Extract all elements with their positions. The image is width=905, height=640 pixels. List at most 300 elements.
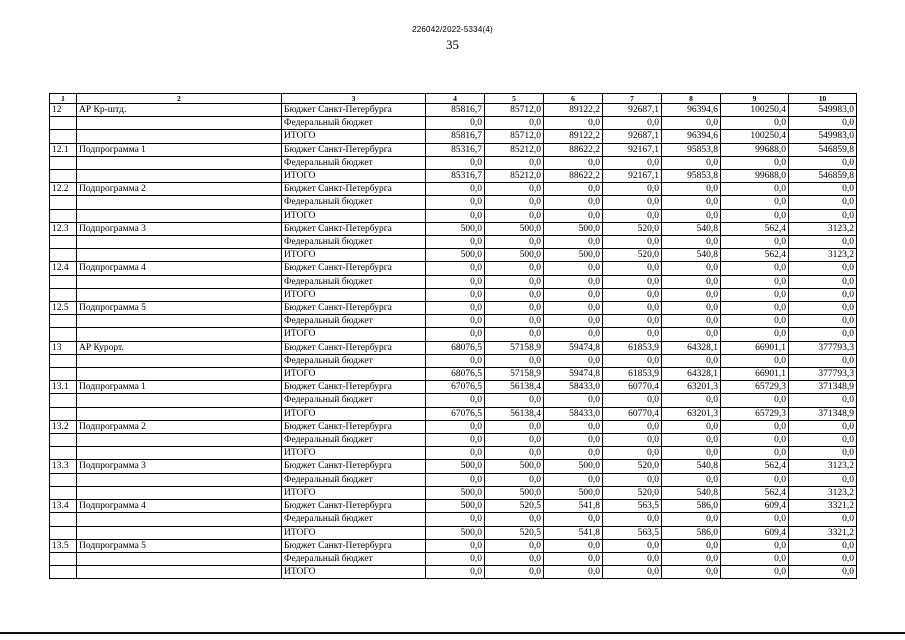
row-code [50, 196, 77, 209]
table-row [50, 222, 857, 235]
row-code [50, 434, 77, 447]
value-cell: 0,0 [426, 354, 485, 367]
value-cell: 520,0 [603, 222, 662, 235]
value-cell: 0,0 [426, 473, 485, 486]
value-cell: 609,4 [721, 500, 789, 513]
table-row [50, 209, 857, 222]
value-cell: 0,0 [426, 447, 485, 460]
value-cell: 0,0 [485, 566, 544, 579]
row-name [77, 130, 282, 143]
table-row [50, 513, 857, 526]
value-cell: 67076,5 [426, 407, 485, 420]
funding-source: Федеральный бюджет [282, 354, 426, 367]
row-code [50, 156, 77, 169]
row-code [50, 566, 77, 579]
value-cell: 64328,1 [662, 368, 721, 381]
table-row [50, 566, 857, 579]
column-header: 9 [721, 94, 789, 104]
value-cell: 0,0 [721, 473, 789, 486]
value-cell: 0,0 [789, 262, 857, 275]
value-cell: 500,0 [426, 460, 485, 473]
value-cell: 59474,8 [544, 368, 603, 381]
value-cell: 0,0 [485, 262, 544, 275]
value-cell: 0,0 [544, 354, 603, 367]
value-cell: 0,0 [544, 473, 603, 486]
value-cell: 0,0 [485, 434, 544, 447]
row-code: 13.3 [50, 460, 77, 473]
column-header: 3 [282, 94, 426, 104]
value-cell: 586,0 [662, 526, 721, 539]
value-cell: 100250,4 [721, 130, 789, 143]
value-cell: 85816,7 [426, 130, 485, 143]
table-row [50, 434, 857, 447]
value-cell: 0,0 [721, 209, 789, 222]
value-cell: 0,0 [721, 288, 789, 301]
value-cell: 68076,5 [426, 341, 485, 354]
row-code [50, 170, 77, 183]
funding-source: Федеральный бюджет [282, 552, 426, 565]
value-cell: 0,0 [721, 394, 789, 407]
row-name: АР Кр-штд. [77, 104, 282, 117]
funding-source: ИТОГО [282, 447, 426, 460]
row-name: Подпрограмма 1 [77, 381, 282, 394]
value-cell: 0,0 [603, 354, 662, 367]
value-cell: 0,0 [721, 183, 789, 196]
row-name [77, 486, 282, 499]
column-header: 10 [789, 94, 857, 104]
value-cell: 520,0 [603, 249, 662, 262]
row-code [50, 275, 77, 288]
row-code [50, 130, 77, 143]
value-cell: 0,0 [426, 539, 485, 552]
value-cell: 92167,1 [603, 143, 662, 156]
value-cell: 500,0 [485, 486, 544, 499]
value-cell: 0,0 [789, 447, 857, 460]
value-cell: 371348,9 [789, 381, 857, 394]
value-cell: 56138,4 [485, 381, 544, 394]
value-cell: 0,0 [485, 354, 544, 367]
table-row [50, 447, 857, 460]
value-cell: 546859,8 [789, 170, 857, 183]
value-cell: 56138,4 [485, 407, 544, 420]
value-cell: 540,8 [662, 460, 721, 473]
value-cell: 0,0 [544, 236, 603, 249]
value-cell: 0,0 [544, 262, 603, 275]
value-cell: 0,0 [544, 552, 603, 565]
value-cell: 85816,7 [426, 104, 485, 117]
table-body [50, 94, 857, 579]
funding-source: Федеральный бюджет [282, 315, 426, 328]
table-row [50, 473, 857, 486]
value-cell: 546859,8 [789, 143, 857, 156]
table-row [50, 539, 857, 552]
value-cell: 0,0 [426, 117, 485, 130]
row-name [77, 249, 282, 262]
value-cell: 0,0 [544, 196, 603, 209]
value-cell: 0,0 [544, 288, 603, 301]
value-cell: 0,0 [603, 566, 662, 579]
value-cell: 0,0 [789, 473, 857, 486]
value-cell: 0,0 [544, 513, 603, 526]
table-row [50, 381, 857, 394]
value-cell: 68076,5 [426, 368, 485, 381]
value-cell: 0,0 [721, 552, 789, 565]
value-cell: 58433,0 [544, 407, 603, 420]
table-row [50, 156, 857, 169]
value-cell: 0,0 [603, 117, 662, 130]
value-cell: 0,0 [662, 447, 721, 460]
funding-source: Федеральный бюджет [282, 236, 426, 249]
value-cell: 0,0 [789, 394, 857, 407]
value-cell: 0,0 [603, 447, 662, 460]
value-cell: 0,0 [544, 539, 603, 552]
value-cell: 0,0 [603, 183, 662, 196]
value-cell: 520,5 [485, 526, 544, 539]
value-cell: 0,0 [426, 183, 485, 196]
value-cell: 0,0 [603, 315, 662, 328]
row-name [77, 394, 282, 407]
value-cell: 0,0 [544, 156, 603, 169]
value-cell: 85212,0 [485, 170, 544, 183]
value-cell: 0,0 [544, 328, 603, 341]
value-cell: 0,0 [544, 275, 603, 288]
table-row [50, 368, 857, 381]
row-name [77, 288, 282, 301]
value-cell: 0,0 [485, 447, 544, 460]
funding-source: Федеральный бюджет [282, 394, 426, 407]
value-cell: 500,0 [485, 222, 544, 235]
value-cell: 0,0 [603, 275, 662, 288]
value-cell: 99688,0 [721, 170, 789, 183]
value-cell: 0,0 [603, 236, 662, 249]
value-cell: 0,0 [721, 539, 789, 552]
value-cell: 3123,2 [789, 222, 857, 235]
row-name [77, 407, 282, 420]
table-row [50, 526, 857, 539]
value-cell: 0,0 [662, 196, 721, 209]
value-cell: 3321,2 [789, 500, 857, 513]
value-cell: 0,0 [662, 117, 721, 130]
row-code [50, 486, 77, 499]
row-name: Подпрограмма 4 [77, 262, 282, 275]
value-cell: 0,0 [603, 552, 662, 565]
value-cell: 0,0 [721, 315, 789, 328]
value-cell: 89122,2 [544, 130, 603, 143]
value-cell: 66901,1 [721, 341, 789, 354]
value-cell: 0,0 [789, 183, 857, 196]
table-row [50, 275, 857, 288]
value-cell: 0,0 [485, 196, 544, 209]
row-code [50, 447, 77, 460]
value-cell: 500,0 [426, 486, 485, 499]
value-cell: 371348,9 [789, 407, 857, 420]
value-cell: 0,0 [603, 539, 662, 552]
value-cell: 500,0 [485, 249, 544, 262]
row-code [50, 407, 77, 420]
value-cell: 520,0 [603, 486, 662, 499]
header-row [50, 94, 857, 104]
funding-source: ИТОГО [282, 130, 426, 143]
value-cell: 0,0 [485, 552, 544, 565]
value-cell: 64328,1 [662, 341, 721, 354]
funding-source: Бюджет Санкт-Петербурга [282, 302, 426, 315]
value-cell: 3123,2 [789, 486, 857, 499]
value-cell: 95853,8 [662, 143, 721, 156]
value-cell: 0,0 [426, 236, 485, 249]
value-cell: 0,0 [426, 209, 485, 222]
value-cell: 0,0 [721, 513, 789, 526]
value-cell: 0,0 [721, 420, 789, 433]
value-cell: 0,0 [662, 354, 721, 367]
value-cell: 63201,3 [662, 407, 721, 420]
funding-source: ИТОГО [282, 170, 426, 183]
value-cell: 0,0 [426, 315, 485, 328]
row-code [50, 236, 77, 249]
value-cell: 96394,6 [662, 130, 721, 143]
value-cell: 500,0 [544, 249, 603, 262]
value-cell: 85212,0 [485, 143, 544, 156]
value-cell: 66901,1 [721, 368, 789, 381]
funding-source: Федеральный бюджет [282, 473, 426, 486]
row-code [50, 473, 77, 486]
value-cell: 500,0 [426, 222, 485, 235]
table-row [50, 315, 857, 328]
value-cell: 0,0 [485, 539, 544, 552]
column-header: 6 [544, 94, 603, 104]
row-name [77, 513, 282, 526]
row-name [77, 354, 282, 367]
row-code [50, 328, 77, 341]
row-name [77, 526, 282, 539]
table-row [50, 341, 857, 354]
value-cell: 85712,0 [485, 104, 544, 117]
value-cell: 0,0 [544, 183, 603, 196]
value-cell: 0,0 [662, 275, 721, 288]
value-cell: 92687,1 [603, 130, 662, 143]
value-cell: 540,8 [662, 249, 721, 262]
row-name: Подпрограмма 2 [77, 420, 282, 433]
value-cell: 0,0 [544, 302, 603, 315]
row-name [77, 447, 282, 460]
value-cell: 0,0 [426, 288, 485, 301]
table-row [50, 170, 857, 183]
row-name: АР Курорт. [77, 341, 282, 354]
value-cell: 0,0 [721, 262, 789, 275]
value-cell: 58433,0 [544, 381, 603, 394]
value-cell: 3123,2 [789, 249, 857, 262]
table-row [50, 249, 857, 262]
row-code [50, 526, 77, 539]
row-code [50, 354, 77, 367]
funding-source: Бюджет Санкт-Петербурга [282, 500, 426, 513]
value-cell: 0,0 [789, 117, 857, 130]
funding-source: Федеральный бюджет [282, 117, 426, 130]
document-id: 226042/2022-5334(4) [412, 25, 493, 34]
row-name [77, 434, 282, 447]
value-cell: 0,0 [603, 156, 662, 169]
row-name [77, 117, 282, 130]
row-code [50, 315, 77, 328]
value-cell: 0,0 [721, 236, 789, 249]
value-cell: 0,0 [603, 394, 662, 407]
funding-source: Федеральный бюджет [282, 434, 426, 447]
value-cell: 0,0 [721, 302, 789, 315]
value-cell: 0,0 [426, 302, 485, 315]
row-name [77, 473, 282, 486]
funding-source: ИТОГО [282, 407, 426, 420]
row-name [77, 209, 282, 222]
funding-source: Бюджет Санкт-Петербурга [282, 262, 426, 275]
value-cell: 0,0 [662, 288, 721, 301]
funding-source: Бюджет Санкт-Петербурга [282, 420, 426, 433]
table-row [50, 288, 857, 301]
value-cell: 0,0 [721, 434, 789, 447]
table-row [50, 196, 857, 209]
row-name: Подпрограмма 3 [77, 460, 282, 473]
row-code [50, 552, 77, 565]
value-cell: 0,0 [662, 209, 721, 222]
value-cell: 609,4 [721, 526, 789, 539]
table-row [50, 552, 857, 565]
value-cell: 562,4 [721, 486, 789, 499]
table-row [50, 104, 857, 117]
value-cell: 500,0 [544, 486, 603, 499]
value-cell: 0,0 [426, 156, 485, 169]
value-cell: 0,0 [485, 394, 544, 407]
funding-source: Бюджет Санкт-Петербурга [282, 381, 426, 394]
value-cell: 0,0 [662, 434, 721, 447]
value-cell: 0,0 [789, 420, 857, 433]
table-row [50, 236, 857, 249]
table-row [50, 486, 857, 499]
value-cell: 0,0 [662, 473, 721, 486]
row-name [77, 328, 282, 341]
row-code [50, 288, 77, 301]
value-cell: 563,5 [603, 500, 662, 513]
row-code: 12.1 [50, 143, 77, 156]
row-code [50, 117, 77, 130]
row-name: Подпрограмма 1 [77, 143, 282, 156]
table-row [50, 460, 857, 473]
value-cell: 0,0 [426, 328, 485, 341]
value-cell: 57158,9 [485, 368, 544, 381]
value-cell: 562,4 [721, 222, 789, 235]
value-cell: 540,8 [662, 486, 721, 499]
value-cell: 0,0 [426, 513, 485, 526]
value-cell: 0,0 [789, 156, 857, 169]
value-cell: 100250,4 [721, 104, 789, 117]
value-cell: 88622,2 [544, 170, 603, 183]
value-cell: 0,0 [721, 275, 789, 288]
value-cell: 549983,0 [789, 130, 857, 143]
value-cell: 563,5 [603, 526, 662, 539]
value-cell: 3321,2 [789, 526, 857, 539]
scan-edge-line [0, 632, 905, 634]
value-cell: 0,0 [603, 513, 662, 526]
value-cell: 0,0 [544, 315, 603, 328]
row-code: 13.5 [50, 539, 77, 552]
value-cell: 0,0 [426, 552, 485, 565]
value-cell: 500,0 [426, 526, 485, 539]
funding-source: ИТОГО [282, 328, 426, 341]
value-cell: 89122,2 [544, 104, 603, 117]
row-name [77, 275, 282, 288]
column-header: 4 [426, 94, 485, 104]
value-cell: 0,0 [603, 434, 662, 447]
value-cell: 0,0 [662, 183, 721, 196]
column-header: 2 [77, 94, 282, 104]
column-header: 5 [485, 94, 544, 104]
value-cell: 85316,7 [426, 143, 485, 156]
value-cell: 0,0 [544, 117, 603, 130]
value-cell: 0,0 [789, 196, 857, 209]
row-code: 12.4 [50, 262, 77, 275]
value-cell: 57158,9 [485, 341, 544, 354]
value-cell: 541,8 [544, 500, 603, 513]
table-row [50, 143, 857, 156]
row-name [77, 552, 282, 565]
value-cell: 92687,1 [603, 104, 662, 117]
row-code: 13 [50, 341, 77, 354]
funding-source: ИТОГО [282, 486, 426, 499]
value-cell: 0,0 [485, 420, 544, 433]
table-row [50, 262, 857, 275]
row-name: Подпрограмма 3 [77, 222, 282, 235]
value-cell: 0,0 [662, 566, 721, 579]
value-cell: 0,0 [789, 566, 857, 579]
value-cell: 0,0 [721, 354, 789, 367]
value-cell: 88622,2 [544, 143, 603, 156]
value-cell: 85712,0 [485, 130, 544, 143]
value-cell: 0,0 [789, 302, 857, 315]
funding-source: ИТОГО [282, 249, 426, 262]
value-cell: 0,0 [789, 354, 857, 367]
row-code [50, 209, 77, 222]
value-cell: 500,0 [426, 249, 485, 262]
value-cell: 0,0 [544, 394, 603, 407]
value-cell: 0,0 [721, 566, 789, 579]
row-code: 13.4 [50, 500, 77, 513]
value-cell: 0,0 [721, 328, 789, 341]
funding-source: Бюджет Санкт-Петербурга [282, 143, 426, 156]
funding-source: ИТОГО [282, 368, 426, 381]
value-cell: 0,0 [721, 447, 789, 460]
column-header: 8 [662, 94, 721, 104]
value-cell: 85316,7 [426, 170, 485, 183]
funding-source: Бюджет Санкт-Петербурга [282, 183, 426, 196]
table-row [50, 394, 857, 407]
value-cell: 60770,4 [603, 381, 662, 394]
value-cell: 0,0 [603, 473, 662, 486]
funding-source: Бюджет Санкт-Петербурга [282, 539, 426, 552]
row-code [50, 394, 77, 407]
value-cell: 500,0 [426, 500, 485, 513]
value-cell: 0,0 [662, 513, 721, 526]
funding-source: Федеральный бюджет [282, 196, 426, 209]
value-cell: 3123,2 [789, 460, 857, 473]
value-cell: 0,0 [426, 394, 485, 407]
value-cell: 500,0 [544, 222, 603, 235]
value-cell: 0,0 [662, 315, 721, 328]
value-cell: 520,5 [485, 500, 544, 513]
funding-source: Федеральный бюджет [282, 275, 426, 288]
value-cell: 0,0 [485, 302, 544, 315]
value-cell: 0,0 [485, 288, 544, 301]
row-name: Подпрограмма 5 [77, 302, 282, 315]
value-cell: 0,0 [662, 156, 721, 169]
row-code: 12.5 [50, 302, 77, 315]
value-cell: 0,0 [662, 302, 721, 315]
